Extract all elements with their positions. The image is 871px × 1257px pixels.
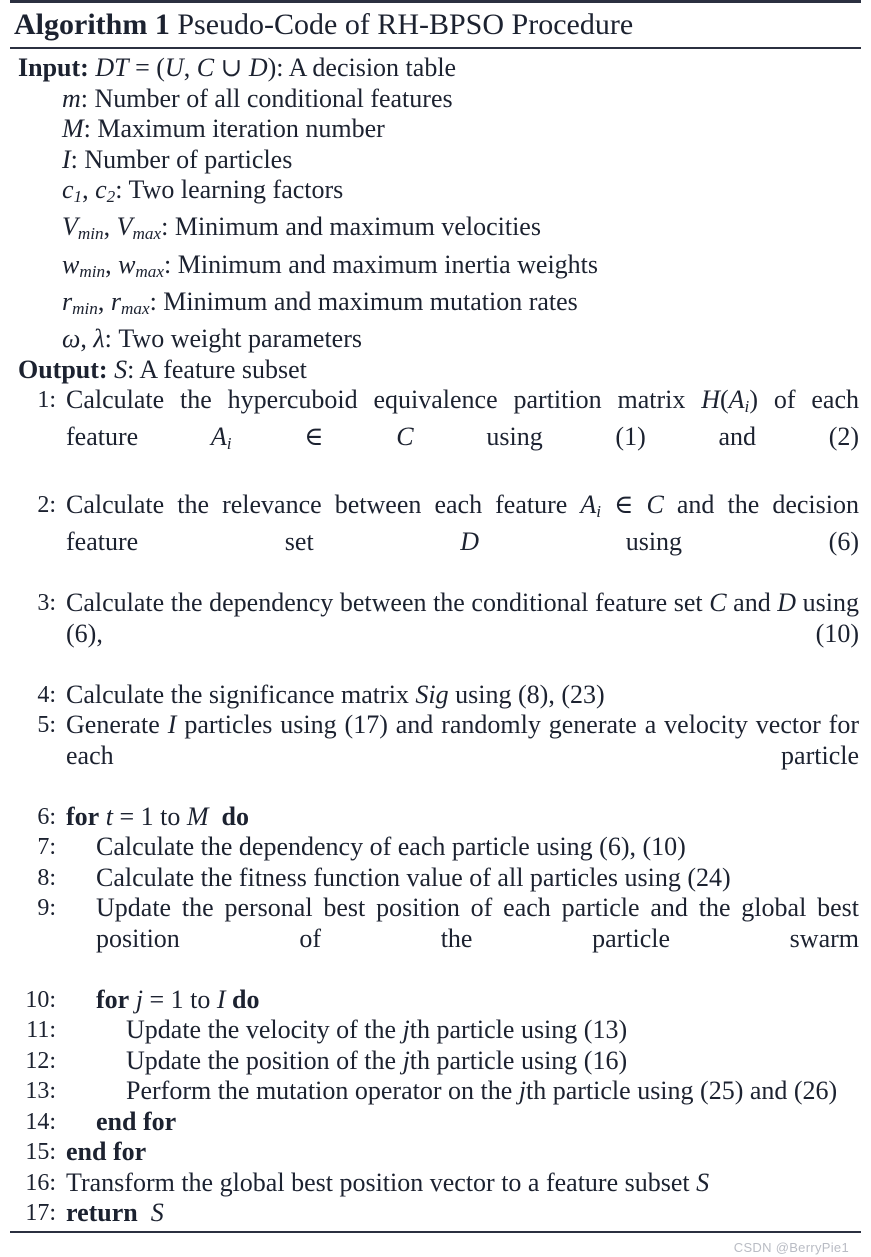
input-label: Input: [18,53,89,82]
step-row [14,985,859,1016]
algorithm-number: 1 [154,8,170,41]
step-row [14,802,859,833]
step-row [14,1107,859,1138]
param-line-c: $c_1$, $c_2$: Two learning factors [62,175,344,206]
step-row [14,1076,859,1107]
step-row [14,588,859,680]
step-number: 12: [25,1047,56,1074]
param-line-omega-lambda: ω, λ: Two weight parameters [62,324,362,354]
step-row [14,863,859,894]
step-number: 4: [37,681,56,708]
step-row [14,680,859,711]
step-row [14,385,859,490]
step-text: Calculate the fitness function value of all particles using (24) [96,862,731,892]
footer-area [10,1233,861,1257]
output-label: Output: [18,354,108,384]
step-text: Generate I particles using (17) and randomly generate a velocity vector for each particle [66,710,859,770]
input-line: Input: DT = (U, C ∪ D): A decision table [18,53,457,82]
step-number: 15: [25,1139,56,1166]
step-number: 8: [37,864,56,891]
step-number: 13: [25,1078,56,1105]
step-number: 14: [25,1108,56,1135]
step-text: Calculate the dependency of each particle using (6), (10) [96,832,686,862]
step-row [14,1198,859,1229]
step-number: 5: [37,712,56,739]
step-text: Calculate the significance matrix Sig using (8), (23) [66,679,605,709]
end-for-keyword: end for [66,1137,147,1167]
step-number: 7: [37,834,56,861]
step-text: Calculate the relevance between each feature $A_i$ ∈ C and the decision feature set D using (6) [66,490,859,557]
param-line-I: I: Number of particles [62,144,293,174]
step-text: Perform the mutation operator on the jth particle using (25) and (26) [126,1076,838,1106]
param-line-M: M: Maximum iteration number [62,114,385,143]
param-line-V: $V_{min}$, $V_{max}$: Minimum and maximum velocities [62,212,541,244]
param-line-m: m: Number of all conditional features [62,83,453,113]
output-line: Output: S: A feature subset [18,354,307,384]
step-number: 17: [25,1200,56,1227]
step-number: 16: [25,1169,56,1196]
step-text: for t = 1 to M do [66,801,249,831]
end-for-keyword: end for [96,1106,177,1136]
step-row [14,1015,859,1046]
step-text: Update the position of the jth particle using (16) [126,1045,628,1075]
step-number: 11: [26,1017,56,1044]
step-text: Transform the global best position vector to a feature subset S [66,1167,710,1197]
step-number: 3: [37,590,56,617]
step-text [56,1107,859,1138]
step-number: 2: [37,492,56,519]
step-row [14,893,859,985]
algorithm-body [10,49,861,1231]
step-text [56,1137,859,1168]
step-text: Update the velocity of the jth particle using (13) [126,1015,628,1045]
step-text: Calculate the hypercuboid equivalence partition matrix $H(A_i)$ of each feature $A_i$ ∈ C using (1) and (2) [66,385,860,454]
step-number: 10: [25,986,56,1013]
algorithm-title-row [10,3,861,47]
algorithm-word: Algorithm [14,8,148,41]
step-number: 6: [37,803,56,830]
algorithm-title: Pseudo-Code of RH-BPSO Procedure [177,8,634,41]
step-number: 9: [37,895,56,922]
step-text: Update the personal best position of each particle and the global best position of the particle swarm [96,893,859,953]
param-line-r: $r_{min}$, $r_{max}$: Minimum and maximum mutation rates [62,286,578,318]
watermark-text: CSDN @BerryPie1 [733,1239,849,1255]
step-text: return S [66,1198,164,1228]
step-text: for j = 1 to I do [96,984,260,1014]
step-row [14,490,859,588]
param-line-w: $w_{min}$, $w_{max}$: Minimum and maximum inertia weights [62,249,599,281]
step-row [14,1046,859,1077]
step-number: 1: [37,387,56,414]
step-row [14,1168,859,1199]
step-row [14,832,859,863]
step-text: Calculate the dependency between the conditional feature set C and D using (6), (10) [66,588,860,648]
step-row [14,1137,859,1168]
step-row [14,710,859,802]
